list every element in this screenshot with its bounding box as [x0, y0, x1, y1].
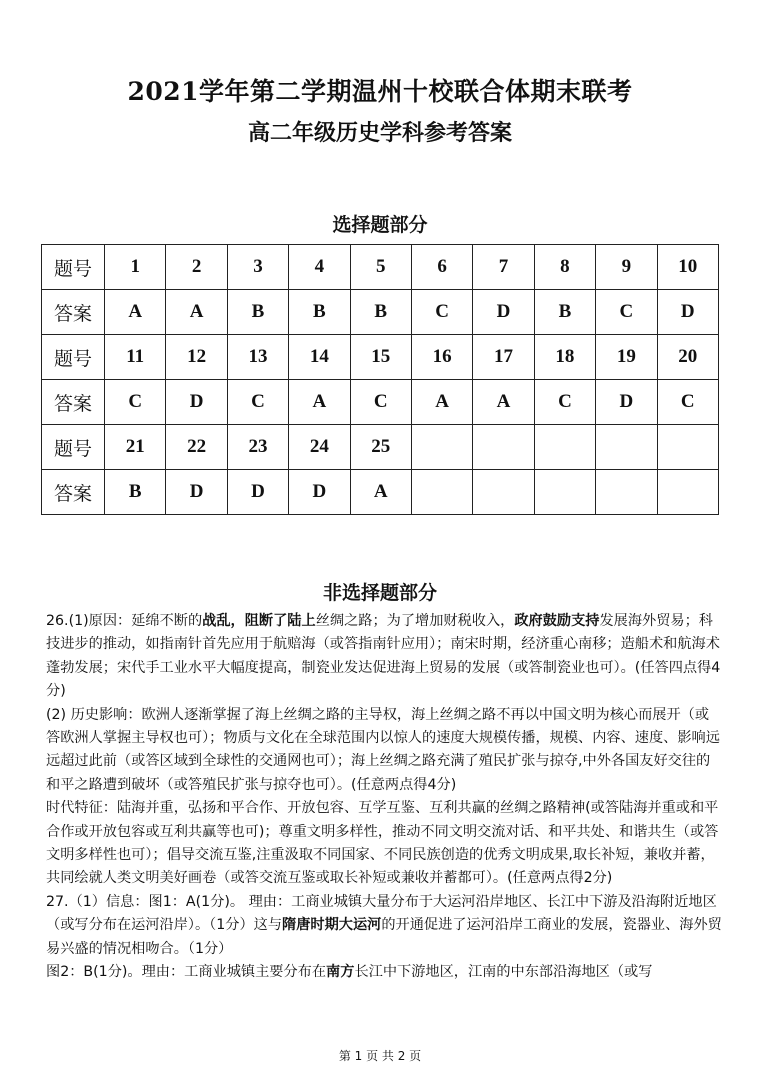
answer-letter-cell: B [227, 290, 288, 335]
answer-letter-cell: C [596, 290, 657, 335]
answer-letter-cell: A [105, 290, 166, 335]
answer-letter-cell: C [227, 380, 288, 425]
question-number-cell: 6 [411, 245, 472, 290]
question-number-cell [657, 425, 718, 470]
text-run: 图2：B(1分)。理由：工商业城镇主要分布在 [46, 964, 327, 981]
answer-letter-cell [473, 470, 534, 515]
answer-letter-cell: D [289, 470, 350, 515]
answer-letter-cell: D [166, 470, 227, 515]
text-run: 的开通促进了运河沿岸工商业的发展，瓷器业、海外贸易兴盛的情况相吻合。（1分） [46, 917, 722, 957]
question-number-cell: 7 [473, 245, 534, 290]
answer-label-cell: 答案 [42, 470, 105, 515]
question-number-cell: 9 [596, 245, 657, 290]
text-run: 27.（1）信息：图1：A(1分)。 理由：工商业城镇大量分布于大运河沿岸地区、长江中下游及沿海附近地区（或写分布在运河沿岸）。（1分）这与 [46, 893, 717, 934]
question-number-cell: 12 [166, 335, 227, 380]
answer-letter-cell: D [166, 380, 227, 425]
document-title: 2021学年第二学期温州十校联合体期末联考 [127, 77, 633, 106]
answer-letter-cell: B [105, 470, 166, 515]
page-footer: 第 1 页 共 2 页 [338, 1049, 422, 1063]
question-number-cell: 22 [166, 425, 227, 470]
answer-27-2 [46, 961, 722, 984]
text-run: 长江中下游地区，江南的中东部沿海地区（或写 [354, 964, 653, 981]
answer-letter-cell [534, 470, 595, 515]
answer-row [42, 290, 719, 335]
question-row [42, 335, 719, 380]
answer-letter-cell: C [534, 380, 595, 425]
answer-letter-cell: D [657, 290, 718, 335]
answer-26-2: (2) 历史影响：欧洲人逐渐掌握了海上丝绸之路的主导权，海上丝绸之路不再以中国文明为核心而展开（或答欧洲人掌握主导权也可）；物质与文化在全球范围内以惊人的速度大规模传播，规模、内容、速度、影响远远超过此前（或答区域到全球性的交通网也可）；海上丝绸之路充满了殖民扩张与掠夺,中外各国友好交往的和平之路遭到破坏（或答殖民扩张与掠夺也可）。(任意两点得4分) [46, 706, 720, 793]
question-number-cell: 13 [227, 335, 288, 380]
answer-letter-cell [657, 470, 718, 515]
answer-letter-cell: A [411, 380, 472, 425]
emphasis-text: 政府鼓励支持 [514, 613, 600, 629]
answer-letter-cell: D [227, 470, 288, 515]
answer-letter-cell: C [350, 380, 411, 425]
emphasis-text: 战乱，阻断了陆上 [202, 613, 316, 629]
nonchoice-section-heading: 非选择题部分 [322, 582, 437, 604]
choice-section-heading: 选择题部分 [332, 214, 428, 236]
answer-letter-cell: A [473, 380, 534, 425]
question-number-cell [411, 425, 472, 470]
question-label-cell: 题号 [42, 245, 105, 290]
text-run: 发展海外贸易；科技进步的推动，如指南针首先应用于航赔海（或答指南针应用）；南宋时期，经济重心南移；造船术和航海术蓬勃发展；宋代手工业水平大幅度提高，制瓷业发达促进海上贸易的发展（或答制瓷业也可）。(任答四点得4分) [46, 613, 721, 700]
question-number-cell: 4 [289, 245, 350, 290]
question-label-cell: 题号 [42, 335, 105, 380]
question-number-cell: 17 [473, 335, 534, 380]
answer-27-1 [46, 891, 722, 961]
question-number-cell: 16 [411, 335, 472, 380]
question-number-cell: 8 [534, 245, 595, 290]
question-number-cell: 25 [350, 425, 411, 470]
question-number-cell: 5 [350, 245, 411, 290]
answer-row [42, 380, 719, 425]
document-subtitle: 高二年级历史学科参考答案 [247, 120, 512, 146]
question-number-cell: 2 [166, 245, 227, 290]
answer-letter-cell [596, 470, 657, 515]
answer-letter-cell: A [166, 290, 227, 335]
question-number-cell: 15 [350, 335, 411, 380]
answer-row [42, 470, 719, 515]
answer-26-1 [46, 610, 722, 704]
answer-letter-cell: C [657, 380, 718, 425]
answer-letter-cell: B [534, 290, 595, 335]
text-run: 丝绸之路；为了增加财税收入， [315, 613, 515, 629]
answer-letter-cell: C [411, 290, 472, 335]
question-number-cell: 19 [596, 335, 657, 380]
question-number-cell: 10 [657, 245, 718, 290]
question-number-cell [534, 425, 595, 470]
answer-letter-cell: A [289, 380, 350, 425]
answer-letter-cell: A [350, 470, 411, 515]
answer-label-cell: 答案 [42, 290, 105, 335]
question-number-cell: 20 [657, 335, 718, 380]
answer-letter-cell [411, 470, 472, 515]
question-number-cell: 24 [289, 425, 350, 470]
emphasis-text: 隋唐时期大运河 [282, 917, 382, 934]
question-number-cell: 3 [227, 245, 288, 290]
answer-table [41, 244, 719, 515]
question-label-cell: 题号 [42, 425, 105, 470]
question-number-cell [473, 425, 534, 470]
question-number-cell: 21 [105, 425, 166, 470]
answer-letter-cell: C [105, 380, 166, 425]
answer-letter-cell: D [473, 290, 534, 335]
emphasis-text: 南方 [326, 964, 355, 981]
answer-26-3: 时代特征：陆海并重，弘扬和平合作、开放包容、互学互鉴、互利共赢的丝绸之路精神(或答陆海并重或和平合作或开放包容或互利共赢等也可)；尊重文明多样性，推动不同文明交流对话、和平共处、和谐共生（或答文明多样性也可）；倡导交流互鉴,注重汲取不同国家、不同民族创造的优秀文明成果,取长补短，兼收并蓄，共同绘就人类文明美好画卷（或答交流互鉴或取长补短或兼收并蓄都可）。(任意两点得2分) [46, 800, 719, 887]
answer-letter-cell: D [596, 380, 657, 425]
text-run: 26.(1)原因：延绵不断的 [46, 613, 203, 629]
question-number-cell: 18 [534, 335, 595, 380]
question-number-cell: 23 [227, 425, 288, 470]
question-number-cell: 1 [105, 245, 166, 290]
question-row [42, 425, 719, 470]
answer-letter-cell: B [350, 290, 411, 335]
answer-letter-cell: B [289, 290, 350, 335]
question-row [42, 245, 719, 290]
question-number-cell: 14 [289, 335, 350, 380]
answer-label-cell: 答案 [42, 380, 105, 425]
question-number-cell: 11 [105, 335, 166, 380]
answer-body [46, 610, 722, 985]
question-number-cell [596, 425, 657, 470]
